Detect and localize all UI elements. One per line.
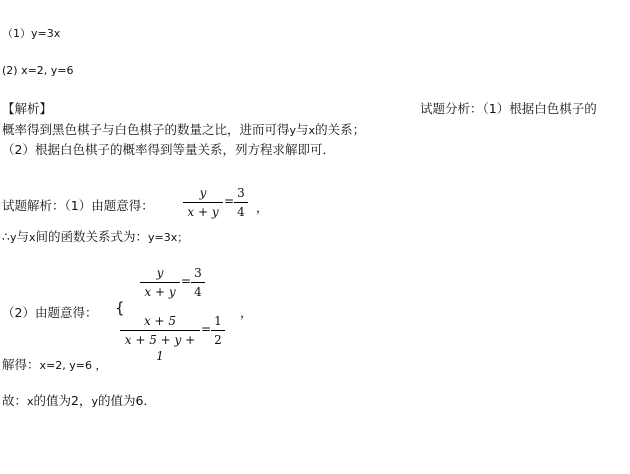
eq1-right-numerator: 3: [237, 186, 245, 200]
analysis-line2-mid: 与: [296, 122, 309, 137]
solution-lead: 试题解析：（1）由题意得：: [2, 198, 154, 213]
relation-var-x: x: [28, 231, 36, 244]
sys1-right-numerator: 3: [194, 266, 202, 280]
analysis-line2-post: 的关系；: [315, 122, 366, 137]
eq1-right-denominator: 4: [237, 205, 245, 219]
eq1-denominator: x + y: [187, 205, 219, 219]
solve-value: x=2, y=6 ，: [39, 359, 107, 372]
analysis-line-2: [2, 120, 365, 138]
conclusion-line: [2, 391, 156, 409]
answer-1: （1）y=3x: [2, 27, 61, 40]
part2-lead: （2）由题意得：: [2, 305, 98, 320]
solve-line: [2, 355, 106, 373]
conclusion-mid2: 的值为: [98, 393, 136, 408]
sys2-right-numerator: 1: [214, 314, 222, 328]
system-comma: ，: [240, 305, 253, 320]
sys1-equals: =: [181, 274, 192, 288]
conclusion-mid1: 的值为: [33, 393, 72, 408]
sys2-equals: =: [201, 322, 212, 336]
relation-value: y=3x；: [148, 231, 189, 244]
conclusion-sep: ，: [79, 393, 92, 408]
sys1-right-fraction: [191, 265, 205, 300]
sys2-right-fraction: [211, 313, 225, 348]
system-brace: {: [115, 299, 125, 317]
sys2-numerator: x + 5: [143, 314, 177, 328]
relation-mid: 与: [16, 229, 29, 244]
analysis-var-x: x: [308, 124, 316, 137]
solve-label: 解得：: [2, 357, 40, 372]
relation-therefore: ∴: [2, 229, 10, 244]
eq1-equals: =: [224, 194, 235, 208]
analysis-line3-num: （2: [2, 142, 23, 157]
answer-2: (2) x=2, y=6: [2, 64, 74, 77]
analysis-line-3: [2, 140, 335, 158]
conclusion-end: ．: [143, 393, 157, 408]
sys1-left-fraction: [140, 265, 180, 300]
conclusion-y-value: 6: [135, 393, 144, 408]
sys1-fraction-bar: [140, 282, 180, 283]
analysis-intro: 试题分析：（1）根据白色棋子的: [420, 101, 597, 116]
eq1-left-fraction: [183, 185, 223, 220]
conclusion-x-value: 2: [71, 393, 79, 408]
sys2-fraction-bar: [120, 330, 200, 331]
analysis-line2-pre: 概率得到黑色棋子与白色棋子的数量之比，进而可得: [2, 122, 290, 137]
sys2-right-bar: [211, 330, 225, 331]
conclusion-var-y: y: [91, 395, 99, 408]
sys1-denominator: x + y: [144, 285, 176, 299]
sys2-denominator: x + 5 + y + 1: [124, 333, 196, 363]
eq1-numerator: y: [199, 186, 207, 200]
conclusion-pre: 故：: [2, 393, 28, 408]
sys1-right-bar: [191, 282, 205, 283]
eq1-right-bar: [234, 202, 248, 203]
eq1-right-fraction: [234, 185, 248, 220]
sys2-left-fraction: [120, 313, 200, 364]
sys1-right-denominator: 4: [194, 285, 202, 299]
analysis-heading: 【解析】: [2, 101, 53, 116]
sys1-numerator: y: [156, 266, 164, 280]
sys2-right-denominator: 2: [214, 333, 222, 347]
eq1-comma: ，: [256, 200, 269, 215]
relation-var-y: y: [9, 231, 17, 244]
analysis-line3-text: ）根据白色棋子的概率得到等量关系，列方程求解即可．: [22, 142, 335, 157]
relation-line: [2, 227, 188, 245]
conclusion-var-x: x: [27, 395, 34, 408]
relation-post: 间的函数关系式为：: [35, 229, 149, 244]
analysis-var-y: y: [289, 124, 297, 137]
eq1-fraction-bar: [183, 202, 223, 203]
